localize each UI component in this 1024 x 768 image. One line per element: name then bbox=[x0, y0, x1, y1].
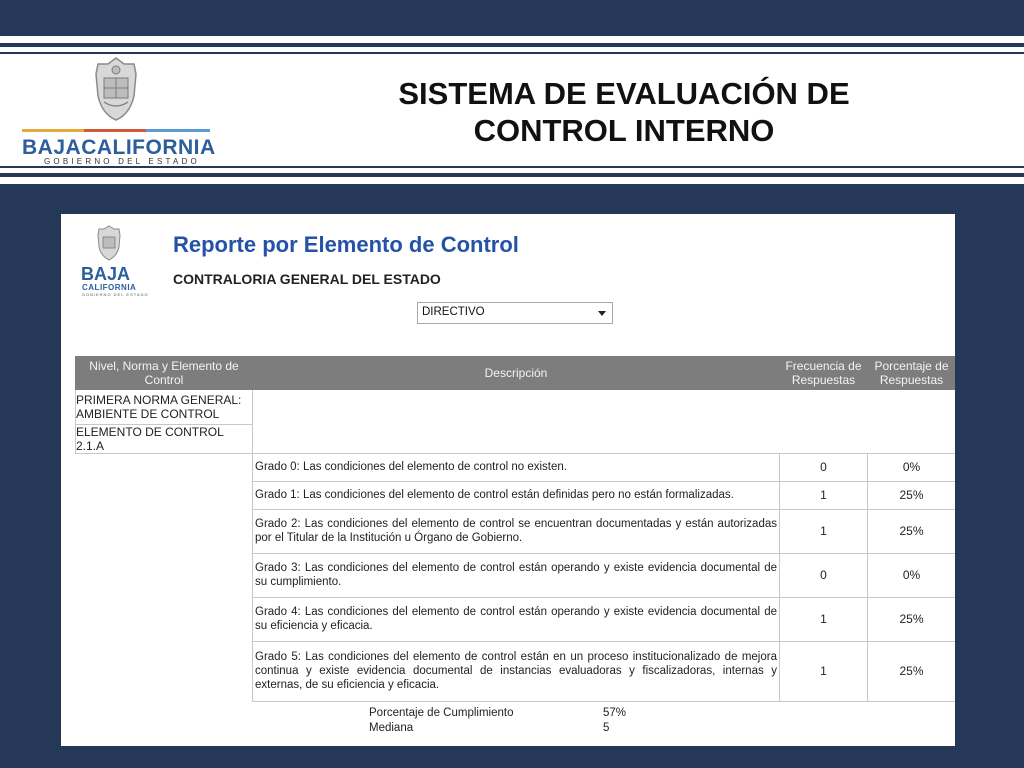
grade-percentage: 25% bbox=[868, 641, 956, 701]
column-header-frecuencia: Frecuencia de Respuestas bbox=[780, 357, 868, 390]
top-band bbox=[0, 0, 1024, 36]
slide-title bbox=[340, 75, 908, 149]
table-row bbox=[76, 641, 956, 701]
grade-frequency: 0 bbox=[780, 453, 868, 481]
column-header-porcentaje: Porcentaje de Respuestas bbox=[868, 357, 956, 390]
grade-percentage: 0% bbox=[868, 553, 956, 597]
grade-description: Grado 3: Las condiciones del elemento de control están operando y existe evidencia documental de su cumplimiento. bbox=[253, 553, 780, 597]
table-row bbox=[76, 597, 956, 641]
header-stripe bbox=[0, 173, 1024, 177]
column-header-nivel: Nivel, Norma y Elemento de Control bbox=[76, 357, 253, 390]
header-stripe bbox=[0, 43, 1024, 47]
level-select-value: DIRECTIVO bbox=[422, 306, 485, 318]
report-logo-text: BAJA bbox=[81, 264, 131, 284]
report-logo-gobierno: GOBIERNO DEL ESTADO bbox=[82, 292, 149, 297]
summary-block bbox=[369, 706, 626, 736]
norma-label: PRIMERA NORMA GENERAL: AMBIENTE DE CONTROL bbox=[76, 390, 253, 425]
column-header-descripcion: Descripción bbox=[253, 357, 780, 390]
elemento-label: ELEMENTO DE CONTROL 2.1.A bbox=[76, 424, 253, 453]
grade-frequency: 1 bbox=[780, 509, 868, 553]
brand-color-bar bbox=[22, 129, 210, 132]
report-logo-subtext: CALIFORNIA bbox=[82, 283, 137, 292]
report-panel bbox=[61, 214, 955, 746]
mediana-value: 5 bbox=[603, 722, 610, 734]
cumplimiento-value: 57% bbox=[603, 707, 627, 719]
brand-logo-text: BAJACALIFORNIA bbox=[22, 136, 216, 159]
grade-description: Grado 1: Las condiciones del elemento de control están definidas pero no están formalizadas. bbox=[253, 481, 780, 509]
grade-description: Grado 4: Las condiciones del elemento de control están operando y existe evidencia documental de su eficiencia y eficacia. bbox=[253, 597, 780, 641]
grade-frequency: 1 bbox=[780, 481, 868, 509]
report-table bbox=[75, 356, 955, 702]
grade-frequency: 1 bbox=[780, 641, 868, 701]
report-subtitle: CONTRALORIA GENERAL DEL ESTADO bbox=[173, 271, 441, 287]
table-row bbox=[76, 509, 956, 553]
report-seal-icon bbox=[95, 225, 123, 261]
grade-percentage: 25% bbox=[868, 597, 956, 641]
chevron-down-icon bbox=[598, 311, 606, 316]
norma-row bbox=[76, 390, 956, 425]
slide-title-line1: SISTEMA DE EVALUACIÓN DE bbox=[398, 76, 850, 111]
table-row bbox=[76, 553, 956, 597]
table-row bbox=[76, 453, 956, 481]
state-seal-icon bbox=[90, 56, 142, 122]
table-header-row bbox=[76, 357, 956, 390]
cumplimiento-label: Porcentaje de Cumplimiento bbox=[369, 707, 514, 719]
table-row bbox=[76, 481, 956, 509]
grade-percentage: 25% bbox=[868, 509, 956, 553]
brand-subtitle: GOBIERNO DEL ESTADO bbox=[44, 157, 200, 166]
grade-description: Grado 5: Las condiciones del elemento de control están en un proceso institucionalizado de mejora continua y existe evidencia documental de instancias evaluadoras y fiscalizadoras, internas y externas, de su eficiencia y eficacia. bbox=[253, 641, 780, 701]
level-select[interactable] bbox=[417, 302, 613, 324]
grade-description: Grado 2: Las condiciones del elemento de control se encuentran documentadas y están autorizadas por el Titular de la Institución u Órgano de Gobierno. bbox=[253, 509, 780, 553]
elemento-row bbox=[76, 424, 956, 453]
report-title: Reporte por Elemento de Control bbox=[173, 232, 519, 257]
header-stripe bbox=[0, 166, 1024, 168]
grade-description: Grado 0: Las condiciones del elemento de control no existen. bbox=[253, 453, 780, 481]
grade-percentage: 25% bbox=[868, 481, 956, 509]
grade-frequency: 0 bbox=[780, 553, 868, 597]
grade-frequency: 1 bbox=[780, 597, 868, 641]
mediana-label: Mediana bbox=[369, 722, 414, 734]
grade-percentage: 0% bbox=[868, 453, 956, 481]
header-stripe bbox=[0, 52, 1024, 54]
slide-title-line2: CONTROL INTERNO bbox=[473, 113, 775, 148]
